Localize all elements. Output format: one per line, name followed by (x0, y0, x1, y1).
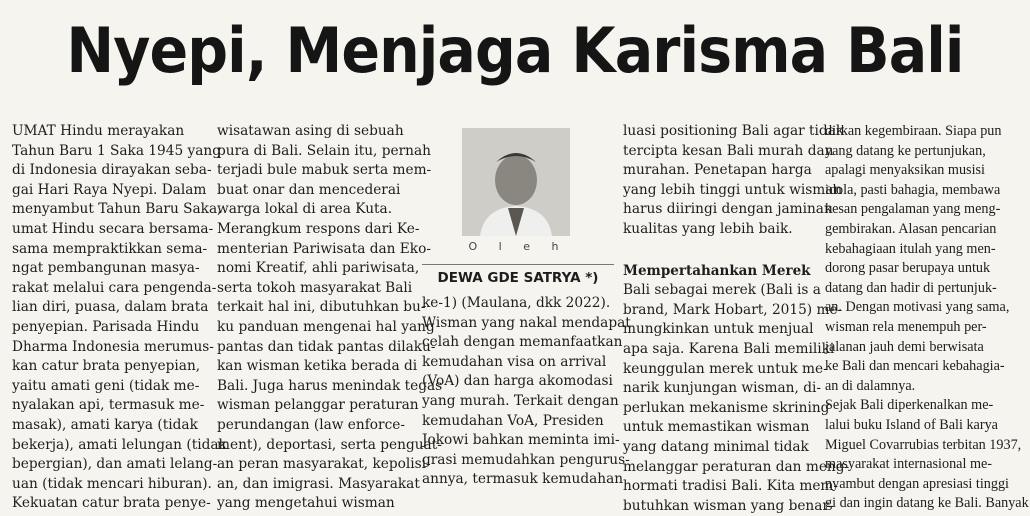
text-line: butuhkan wisman yang benar- (623, 497, 834, 514)
text-line: Bali. Juga harus menindak tegas (217, 377, 443, 394)
text-line: nyalakan api, termasuk me- (12, 397, 205, 414)
text-line: pantas dan tidak pantas dilaku- (217, 338, 436, 355)
text-line: terkait hal ini, dibutuhkan bu- (217, 299, 426, 316)
text-line: kan catur brata penyepian, (12, 358, 201, 375)
byline-divider (422, 264, 614, 265)
author-photo (462, 128, 570, 236)
text-line: ke Bali dan mencari kebahagia- (825, 358, 1005, 375)
text-line: masak), amati karya (tidak (12, 416, 198, 433)
text-line: ke-1) (Maulana, dkk 2022). (422, 295, 611, 311)
text-line: warga lokal di area Kuta. (217, 201, 393, 218)
text-line: Sejak Bali diperkenalkan me- (825, 397, 994, 414)
text-line: yang datang minimal tidak (623, 438, 809, 455)
text-line: lalui buku Island of Bali karya (825, 416, 998, 433)
author-box (422, 128, 614, 293)
text-line: penyepian. Parisada Hindu (12, 318, 200, 335)
text-line: narik kunjungan wisman, di- (623, 380, 821, 397)
text-line: ment), deportasi, serta penguat- (217, 436, 442, 453)
text-line: Wisman yang nakal mendapat (422, 314, 631, 331)
text-line: kemudahan visa on arrival (422, 353, 607, 370)
text-line: an di dalamnya. (825, 377, 916, 394)
text-line: uan (tidak mencari hiburan). (12, 475, 212, 492)
text-line: idola, pasti bahagia, membawa (825, 181, 1001, 198)
text-line: perlukan mekanisme skrining (623, 399, 830, 416)
text-line: UMAT Hindu merayakan (12, 123, 185, 139)
text-line: Jokowi bahkan meminta imi- (422, 432, 620, 449)
text-line: perundangan (law enforce- (217, 416, 405, 433)
text-line: celah dengan memanfaatkan (422, 334, 623, 351)
text-line: Bali sebagai merek (Bali is a (623, 282, 821, 299)
text-line: apalagi menyaksikan musisi (825, 162, 985, 179)
text-line: yaitu amati geni (tidak me- (12, 377, 200, 394)
text-line: kebahagiaan itulah yang men- (825, 240, 996, 257)
text-line: Tahun Baru 1 Saka 1945 yang (12, 142, 222, 159)
text-line: Merangkum respons dari Ke- (217, 220, 420, 237)
text-line: kan wisman ketika berada di (217, 358, 418, 375)
byline-oleh: O l e h (468, 240, 568, 253)
article-column-3 (422, 294, 631, 490)
text-line: murahan. Penetapan harga (623, 162, 812, 179)
byline-author: DEWA GDE SATRYA *) (437, 270, 599, 286)
text-line: apa saja. Karena Bali memiliki (623, 340, 835, 357)
text-line: rakat melalui cara pengenda- (12, 279, 217, 296)
article-column-2 (217, 122, 443, 514)
text-line: wisman pelanggar peraturan (217, 397, 419, 414)
text-line: gai Hari Raya Nyepi. Dalam (12, 181, 207, 198)
text-line: masyarakat internasional me- (825, 456, 993, 473)
text-line: tercipta kesan Bali murah dan (623, 142, 834, 159)
text-line: gi dan ingin datang ke Bali. Banyak (825, 495, 1029, 512)
text-line: kemudahan VoA, Presiden (422, 412, 604, 429)
text-line: wisatawan asing di sebuah (217, 123, 404, 139)
text-line: (VoA) dan harga akomodasi (422, 373, 613, 390)
text-line: melanggar peraturan dan meng- (623, 458, 850, 475)
text-line: keunggulan merek untuk me- (623, 360, 828, 377)
text-line: hormati tradisi Bali. Kita mem- (623, 478, 839, 495)
text-line: bekerja), amati lelungan (tidak (12, 436, 227, 453)
text-line: harus diiringi dengan jaminan (623, 201, 833, 218)
text-line: lian diri, puasa, dalam brata (12, 299, 209, 316)
text-line: an peran masyarakat, kepolisi- (217, 456, 431, 473)
text-line: ngat pembangunan masya- (12, 260, 200, 277)
article-column-5 (825, 122, 1029, 514)
text-line: grasi memudahkan pengurus- (422, 451, 630, 468)
text-line: menyambut Tahun Baru Saka, (12, 201, 222, 218)
article-column-4 (623, 122, 850, 516)
text-line: dorong pasar berupaya untuk (825, 260, 991, 277)
text-line: dirkan kegembiraan. Siapa pun (825, 123, 1002, 139)
text-line: kualitas yang lebih baik. (623, 220, 793, 237)
section-subhead: Mempertahankan Merek (623, 262, 811, 279)
text-line: ku panduan mengenai hal yang (217, 318, 435, 335)
text-line: mungkinkan untuk menjual (623, 321, 814, 338)
text-line: luasi positioning Bali agar tidak (623, 123, 845, 139)
text-line: wisman rela menempuh per- (825, 318, 987, 335)
text-line: sama mempraktikkan sema- (12, 240, 208, 257)
text-line: menterian Pariwisata dan Eko- (217, 240, 431, 257)
text-line: untuk memastikan wisman (623, 419, 810, 436)
text-line: pura di Bali. Selain itu, pernah (217, 142, 431, 159)
text-line: di Indonesia dirayakan seba- (12, 162, 212, 179)
page-title: Nyepi, Menjaga Karisma Bali (66, 14, 964, 87)
text-line: jalanan jauh demi berwisata (825, 338, 984, 355)
text-line: an. Dengan motivasi yang sama, (825, 299, 1010, 316)
text-line: Kekuatan catur brata penye- (12, 495, 211, 512)
text-line: Miguel Covarrubias terbitan 1937, (825, 436, 1022, 453)
text-line: gembirakan. Alasan pencarian (825, 220, 997, 237)
text-line: umat Hindu secara bersama- (12, 220, 214, 237)
text-line: Dharma Indonesia merumus- (12, 338, 214, 355)
text-line: nyambut dengan apresiasi tinggi (825, 475, 1010, 492)
text-line: kesan pengalaman yang meng- (825, 201, 1001, 218)
text-line: yang murah. Terkait dengan (422, 392, 619, 409)
text-line: bepergian), dan amati lelang- (12, 456, 218, 473)
text-line: terjadi bule mabuk serta mem- (217, 162, 432, 179)
text-line: nomi Kreatif, ahli pariwisata, (217, 260, 420, 277)
text-line: brand, Mark Hobart, 2015) me- (623, 301, 843, 318)
text-line: yang datang ke pertunjukan, (825, 142, 986, 159)
text-line: annya, termasuk kemudahan (422, 471, 624, 488)
text-line: yang lebih tinggi untuk wisman (623, 181, 843, 198)
text-line: datang dan hadir di pertunjuk- (825, 279, 997, 296)
text-line: yang mengetahui wisman (217, 495, 395, 512)
text-line: an, dan imigrasi. Masyarakat (217, 475, 420, 492)
article-column-1 (12, 122, 227, 514)
text-line: serta tokoh masyarakat Bali (217, 279, 413, 296)
text-line: buat onar dan mencederai (217, 181, 401, 198)
